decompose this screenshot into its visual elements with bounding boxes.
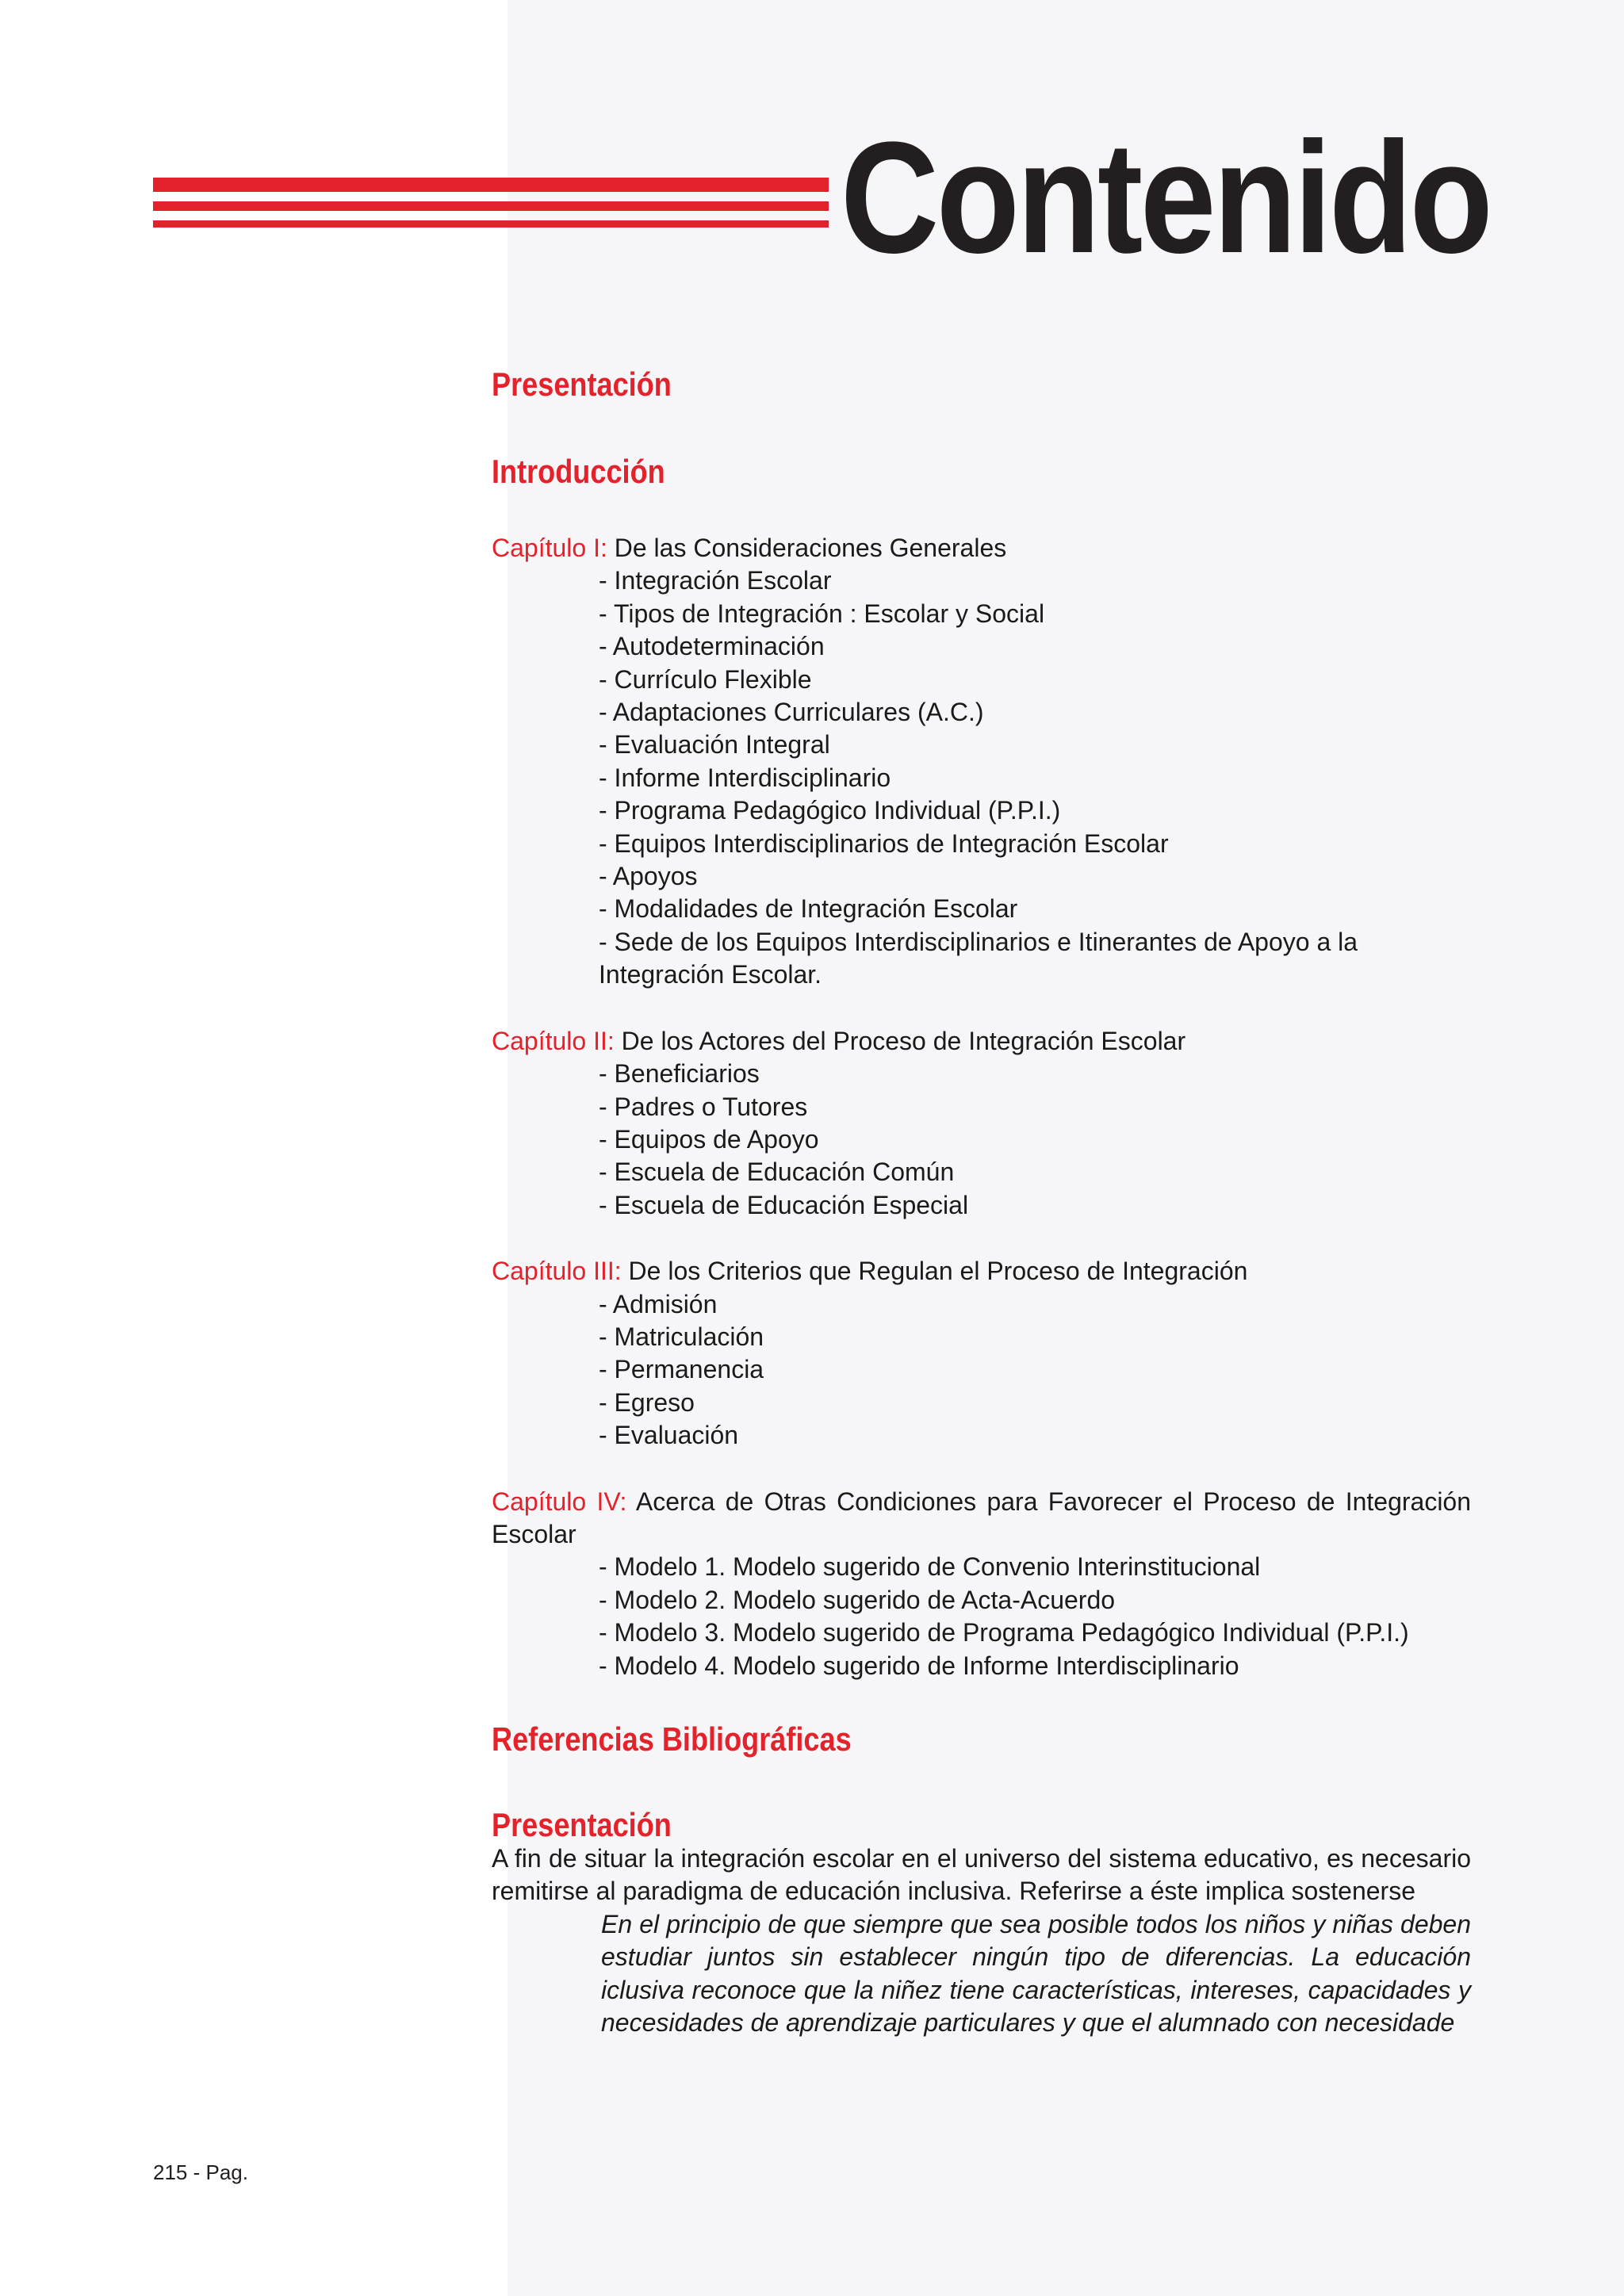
chapter-items — [492, 1058, 1471, 1222]
toc-item: - Informe Interdisciplinario — [599, 763, 891, 792]
toc-item: - Escuela de Educación Común — [599, 1158, 955, 1187]
chapter-title: De los Actores del Proceso de Integración Escolar — [621, 1026, 1186, 1055]
toc-item: - Sede de los Equipos Interdisciplinarios e Itinerantes de Apoyo a la Integración Escolar. — [599, 927, 1358, 989]
toc-item: - Permanencia — [599, 1355, 764, 1384]
toc-item: - Programa Pedagógico Individual (P.P.I.) — [599, 796, 1061, 825]
block-quote: En el principio de que siempre que sea posible todos los niños y niñas deben estudiar juntos sin establecer ningún tipo de diferencias. La educación iclusiva reconoce que la niñez tiene características, intereses, capacidades y necesidades de aprendizaje particulares y que el alumnado con necesidade — [601, 1909, 1471, 2038]
chapter-title-line — [492, 1025, 1471, 1058]
toc-item: - Modelo 1. Modelo sugerido de Convenio Interinstitucional — [599, 1552, 1261, 1582]
toc-item: - Tipos de Integración : Escolar y Social — [599, 599, 1045, 628]
toc-item: - Autodeterminación — [599, 632, 825, 661]
chapter-items — [492, 1551, 1471, 1682]
chapter-list — [492, 532, 1471, 1682]
chapter-block — [492, 532, 1471, 992]
toc-item: - Modalidades de Integración Escolar — [599, 894, 1018, 924]
chapter-block — [492, 1025, 1471, 1222]
toc-item: - Padres o Tutores — [599, 1092, 808, 1121]
page-number: 215 - Pag. — [153, 2160, 248, 2184]
chapter-label: Capítulo I: — [492, 534, 607, 562]
chapter-label: Capítulo IV: — [492, 1487, 627, 1516]
chapter-items — [492, 564, 1471, 991]
toc-item: - Modelo 4. Modelo sugerido de Informe Interdisciplinario — [599, 1651, 1239, 1680]
toc-item: - Matriculación — [599, 1322, 764, 1351]
toc-item: - Adaptaciones Curriculares (A.C.) — [599, 698, 984, 727]
chapter-label: Capítulo III: — [492, 1257, 622, 1286]
toc-item: - Equipos Interdisciplinarios de Integración Escolar — [599, 828, 1169, 858]
chapter-title-line — [492, 532, 1471, 564]
toc-item: - Apoyos — [599, 862, 698, 891]
red-rule — [153, 201, 829, 211]
toc-item: - Modelo 2. Modelo sugerido de Acta-Acuerdo — [599, 1585, 1116, 1614]
toc-item: - Modelo 3. Modelo sugerido de Programa Pedagógico Individual (P.P.I.) — [599, 1618, 1409, 1647]
intro-paragraph: A fin de situar la integración escolar en el universo del sistema educativo, es necesario remitirse al paradigma de educación inclusiva. Referirse a éste implica sostenerse — [492, 1844, 1471, 1906]
toc-item: - Integración Escolar — [599, 566, 832, 595]
chapter-label: Capítulo II: — [492, 1026, 615, 1055]
section-heading-presentacion-body: Presentación — [492, 1806, 672, 1843]
table-of-contents — [492, 361, 1471, 2039]
section-heading-presentacion: Presentación — [492, 365, 672, 403]
section-heading-introduccion: Introducción — [492, 453, 665, 490]
chapter-block — [492, 1486, 1471, 1682]
toc-item: - Egreso — [599, 1387, 695, 1417]
chapter-title-line — [492, 1255, 1471, 1288]
chapter-title: Acerca de Otras Condiciones para Favorecer el Proceso de Integración Escolar — [492, 1487, 1472, 1548]
red-rule — [153, 220, 829, 228]
title-decoration — [153, 178, 829, 228]
toc-item: - Equipos de Apoyo — [599, 1124, 819, 1154]
chapter-block — [492, 1255, 1471, 1452]
chapter-title: De los Criterios que Regulan el Proceso de Integración — [628, 1257, 1248, 1286]
chapter-items — [492, 1288, 1471, 1452]
toc-item: - Currículo Flexible — [599, 664, 812, 694]
toc-item: - Admisión — [599, 1289, 718, 1318]
toc-item: - Evaluación Integral — [599, 730, 830, 760]
section-heading-referencias: Referencias Bibliográficas — [492, 1720, 852, 1758]
red-rule — [153, 178, 829, 192]
page-title: Contenido — [841, 109, 1491, 286]
chapter-title: De las Consideraciones Generales — [614, 534, 1007, 562]
toc-item: - Beneficiarios — [599, 1059, 760, 1089]
toc-item: - Evaluación — [599, 1421, 739, 1450]
toc-item: - Escuela de Educación Especial — [599, 1190, 969, 1219]
chapter-title-line — [492, 1486, 1471, 1552]
